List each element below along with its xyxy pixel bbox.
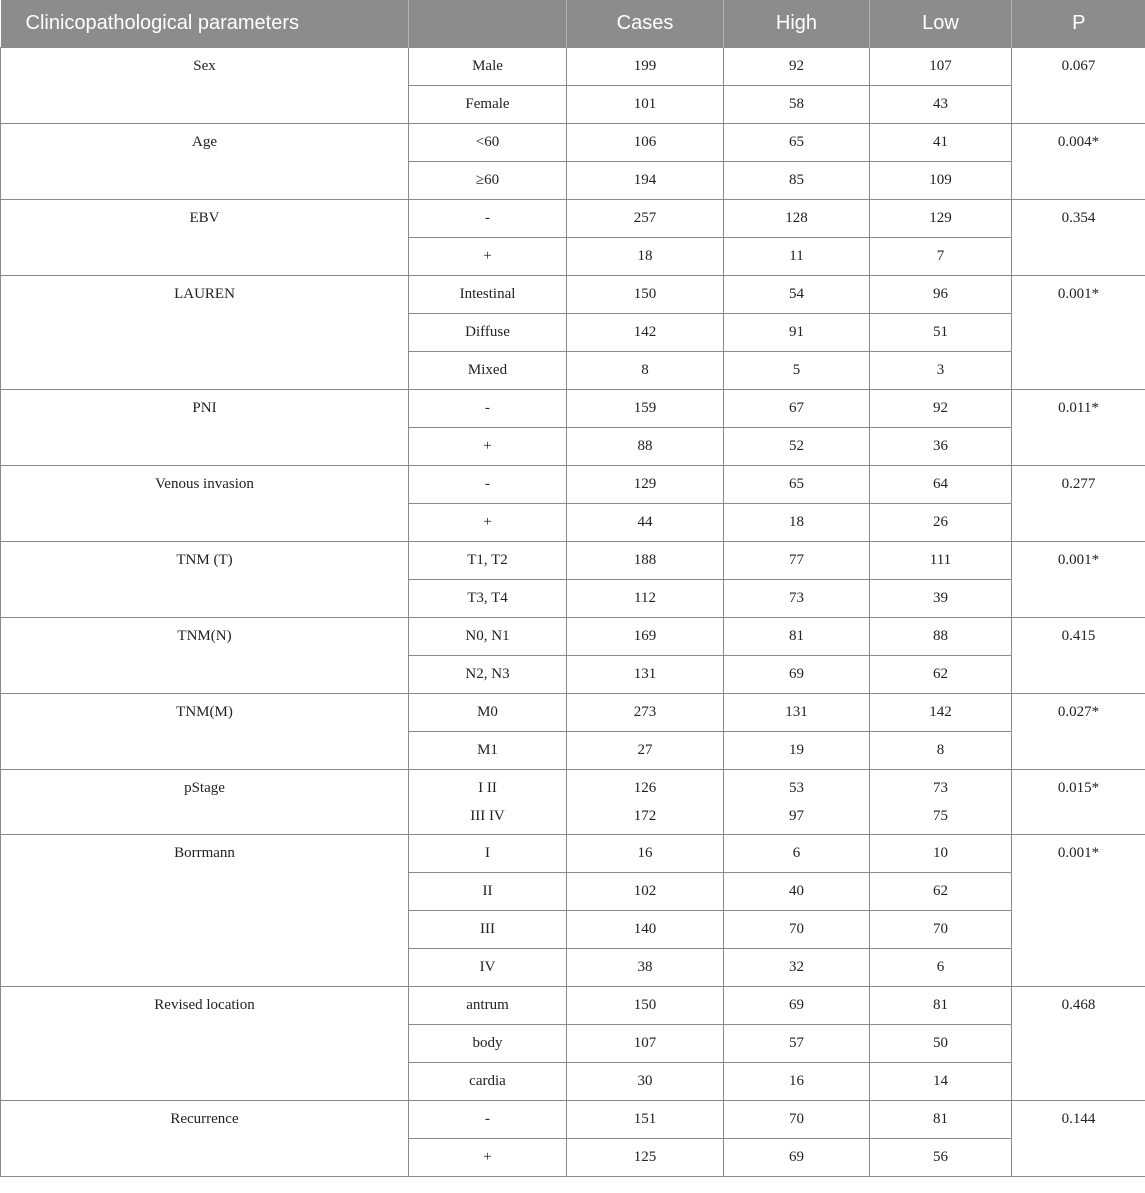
header-parameters: Clinicopathological parameters bbox=[1, 0, 409, 48]
subgroup-cell: II bbox=[409, 873, 567, 911]
cases-cell: 18 bbox=[567, 238, 724, 276]
subgroup-cell: ≥60 bbox=[409, 162, 567, 200]
high-cell: 131 bbox=[724, 694, 870, 732]
subgroup-cell: body bbox=[409, 1025, 567, 1063]
cases-cell: 257 bbox=[567, 200, 724, 238]
table-row bbox=[1, 542, 1145, 580]
subgroup-cell: T1, T2 bbox=[409, 542, 567, 580]
header-cases: Cases bbox=[567, 0, 724, 48]
high-cell bbox=[724, 770, 870, 835]
header-low: Low bbox=[870, 0, 1012, 48]
cases-cell: 38 bbox=[567, 949, 724, 987]
table-row bbox=[1, 466, 1145, 504]
p-value-cell: 0.011* bbox=[1012, 390, 1145, 466]
low-cell: 64 bbox=[870, 466, 1012, 504]
cases-cell: 106 bbox=[567, 124, 724, 162]
table-row bbox=[1, 276, 1145, 314]
p-value-cell: 0.004* bbox=[1012, 124, 1145, 200]
high-cell: 54 bbox=[724, 276, 870, 314]
cases-cell: 194 bbox=[567, 162, 724, 200]
parameter-cell: EBV bbox=[1, 200, 409, 276]
subgroup-cell: Intestinal bbox=[409, 276, 567, 314]
low-cell: 39 bbox=[870, 580, 1012, 618]
high-cell: 85 bbox=[724, 162, 870, 200]
table-row bbox=[1, 694, 1145, 732]
low-cell: 62 bbox=[870, 656, 1012, 694]
cases-cell: 129 bbox=[567, 466, 724, 504]
high-cell-line: 53 bbox=[789, 780, 804, 796]
subgroup-cell: + bbox=[409, 1139, 567, 1177]
cases-cell: 125 bbox=[567, 1139, 724, 1177]
high-cell: 5 bbox=[724, 352, 870, 390]
table-row bbox=[1, 1101, 1145, 1139]
subgroup-cell-line: I II bbox=[478, 780, 497, 796]
high-cell: 58 bbox=[724, 86, 870, 124]
subgroup-cell-line: III IV bbox=[470, 808, 505, 824]
high-cell: 69 bbox=[724, 1139, 870, 1177]
p-value-cell: 0.468 bbox=[1012, 987, 1145, 1101]
cases-cell-line: 126 bbox=[633, 780, 657, 796]
parameter-cell: Borrmann bbox=[1, 835, 409, 987]
cases-cell: 151 bbox=[567, 1101, 724, 1139]
high-cell: 67 bbox=[724, 390, 870, 428]
parameter-cell: Venous invasion bbox=[1, 466, 409, 542]
high-cell: 57 bbox=[724, 1025, 870, 1063]
subgroup-cell: Mixed bbox=[409, 352, 567, 390]
parameter-cell: LAUREN bbox=[1, 276, 409, 390]
p-value-cell: 0.067 bbox=[1012, 48, 1145, 124]
low-cell: 109 bbox=[870, 162, 1012, 200]
p-value-cell: 0.001* bbox=[1012, 276, 1145, 390]
cases-cell: 150 bbox=[567, 987, 724, 1025]
low-cell: 8 bbox=[870, 732, 1012, 770]
high-cell: 92 bbox=[724, 48, 870, 86]
low-cell: 142 bbox=[870, 694, 1012, 732]
subgroup-cell bbox=[409, 770, 567, 835]
cases-cell: 88 bbox=[567, 428, 724, 466]
subgroup-cell: - bbox=[409, 200, 567, 238]
parameter-cell: TNM(M) bbox=[1, 694, 409, 770]
parameter-cell: Recurrence bbox=[1, 1101, 409, 1177]
subgroup-cell: III bbox=[409, 911, 567, 949]
subgroup-cell: M1 bbox=[409, 732, 567, 770]
table-row bbox=[1, 835, 1145, 873]
low-cell: 41 bbox=[870, 124, 1012, 162]
cases-cell: 27 bbox=[567, 732, 724, 770]
cases-cell: 102 bbox=[567, 873, 724, 911]
low-cell: 51 bbox=[870, 314, 1012, 352]
p-value-cell: 0.144 bbox=[1012, 1101, 1145, 1177]
subgroup-cell: <60 bbox=[409, 124, 567, 162]
cases-cell: 150 bbox=[567, 276, 724, 314]
cases-cell: 16 bbox=[567, 835, 724, 873]
high-cell: 73 bbox=[724, 580, 870, 618]
header-row bbox=[1, 0, 1145, 48]
high-cell: 11 bbox=[724, 238, 870, 276]
table-row bbox=[1, 48, 1145, 86]
p-value-cell: 0.354 bbox=[1012, 200, 1145, 276]
low-cell: 7 bbox=[870, 238, 1012, 276]
parameter-cell: Revised location bbox=[1, 987, 409, 1101]
table-row bbox=[1, 770, 1145, 835]
low-cell: 36 bbox=[870, 428, 1012, 466]
subgroup-cell: - bbox=[409, 466, 567, 504]
cases-cell: 199 bbox=[567, 48, 724, 86]
subgroup-cell: + bbox=[409, 428, 567, 466]
cases-cell: 44 bbox=[567, 504, 724, 542]
header-subgroup bbox=[409, 0, 567, 48]
p-value-cell: 0.415 bbox=[1012, 618, 1145, 694]
low-cell: 81 bbox=[870, 1101, 1012, 1139]
header-p: P bbox=[1012, 0, 1145, 48]
low-cell: 26 bbox=[870, 504, 1012, 542]
table-row bbox=[1, 200, 1145, 238]
cases-cell: 8 bbox=[567, 352, 724, 390]
low-cell: 50 bbox=[870, 1025, 1012, 1063]
high-cell: 52 bbox=[724, 428, 870, 466]
cases-cell: 169 bbox=[567, 618, 724, 656]
p-value-cell: 0.001* bbox=[1012, 542, 1145, 618]
header-high: High bbox=[724, 0, 870, 48]
low-cell: 3 bbox=[870, 352, 1012, 390]
parameter-cell: TNM (T) bbox=[1, 542, 409, 618]
subgroup-cell: T3, T4 bbox=[409, 580, 567, 618]
cases-cell: 131 bbox=[567, 656, 724, 694]
low-cell: 111 bbox=[870, 542, 1012, 580]
low-cell: 88 bbox=[870, 618, 1012, 656]
high-cell: 19 bbox=[724, 732, 870, 770]
subgroup-cell: N2, N3 bbox=[409, 656, 567, 694]
cases-cell: 273 bbox=[567, 694, 724, 732]
high-cell: 65 bbox=[724, 466, 870, 504]
subgroup-cell: Diffuse bbox=[409, 314, 567, 352]
low-cell: 10 bbox=[870, 835, 1012, 873]
cases-cell: 142 bbox=[567, 314, 724, 352]
parameter-cell: Sex bbox=[1, 48, 409, 124]
cases-cell: 101 bbox=[567, 86, 724, 124]
high-cell: 40 bbox=[724, 873, 870, 911]
low-cell-line: 75 bbox=[933, 808, 948, 824]
table-row bbox=[1, 987, 1145, 1025]
cases-cell-line: 172 bbox=[633, 808, 657, 824]
low-cell: 6 bbox=[870, 949, 1012, 987]
cases-cell: 30 bbox=[567, 1063, 724, 1101]
subgroup-cell: Female bbox=[409, 86, 567, 124]
parameter-cell: pStage bbox=[1, 770, 409, 835]
cases-cell: 188 bbox=[567, 542, 724, 580]
subgroup-cell: + bbox=[409, 238, 567, 276]
high-cell: 128 bbox=[724, 200, 870, 238]
low-cell-line: 73 bbox=[933, 780, 948, 796]
subgroup-cell: IV bbox=[409, 949, 567, 987]
table-row bbox=[1, 124, 1145, 162]
subgroup-cell: Male bbox=[409, 48, 567, 86]
parameter-cell: PNI bbox=[1, 390, 409, 466]
high-cell: 77 bbox=[724, 542, 870, 580]
low-cell: 70 bbox=[870, 911, 1012, 949]
high-cell: 6 bbox=[724, 835, 870, 873]
low-cell bbox=[870, 770, 1012, 835]
low-cell: 107 bbox=[870, 48, 1012, 86]
low-cell: 92 bbox=[870, 390, 1012, 428]
cases-cell: 107 bbox=[567, 1025, 724, 1063]
table-row bbox=[1, 390, 1145, 428]
subgroup-cell: + bbox=[409, 504, 567, 542]
low-cell: 43 bbox=[870, 86, 1012, 124]
low-cell: 96 bbox=[870, 276, 1012, 314]
subgroup-cell: antrum bbox=[409, 987, 567, 1025]
subgroup-cell: - bbox=[409, 390, 567, 428]
cases-cell bbox=[567, 770, 724, 835]
high-cell: 91 bbox=[724, 314, 870, 352]
table-row bbox=[1, 618, 1145, 656]
low-cell: 62 bbox=[870, 873, 1012, 911]
high-cell: 70 bbox=[724, 1101, 870, 1139]
low-cell: 14 bbox=[870, 1063, 1012, 1101]
parameter-cell: Age bbox=[1, 124, 409, 200]
low-cell: 129 bbox=[870, 200, 1012, 238]
parameter-cell: TNM(N) bbox=[1, 618, 409, 694]
p-value-cell: 0.015* bbox=[1012, 770, 1145, 835]
high-cell: 18 bbox=[724, 504, 870, 542]
p-value-cell: 0.027* bbox=[1012, 694, 1145, 770]
high-cell: 69 bbox=[724, 987, 870, 1025]
subgroup-cell: I bbox=[409, 835, 567, 873]
p-value-cell: 0.277 bbox=[1012, 466, 1145, 542]
high-cell: 32 bbox=[724, 949, 870, 987]
high-cell: 65 bbox=[724, 124, 870, 162]
high-cell: 16 bbox=[724, 1063, 870, 1101]
cases-cell: 159 bbox=[567, 390, 724, 428]
cases-cell: 112 bbox=[567, 580, 724, 618]
low-cell: 56 bbox=[870, 1139, 1012, 1177]
high-cell: 81 bbox=[724, 618, 870, 656]
subgroup-cell: cardia bbox=[409, 1063, 567, 1101]
high-cell: 70 bbox=[724, 911, 870, 949]
table-body bbox=[1, 48, 1145, 1177]
cases-cell: 140 bbox=[567, 911, 724, 949]
subgroup-cell: M0 bbox=[409, 694, 567, 732]
high-cell-line: 97 bbox=[789, 808, 804, 824]
subgroup-cell: N0, N1 bbox=[409, 618, 567, 656]
subgroup-cell: - bbox=[409, 1101, 567, 1139]
p-value-cell: 0.001* bbox=[1012, 835, 1145, 987]
high-cell: 69 bbox=[724, 656, 870, 694]
low-cell: 81 bbox=[870, 987, 1012, 1025]
